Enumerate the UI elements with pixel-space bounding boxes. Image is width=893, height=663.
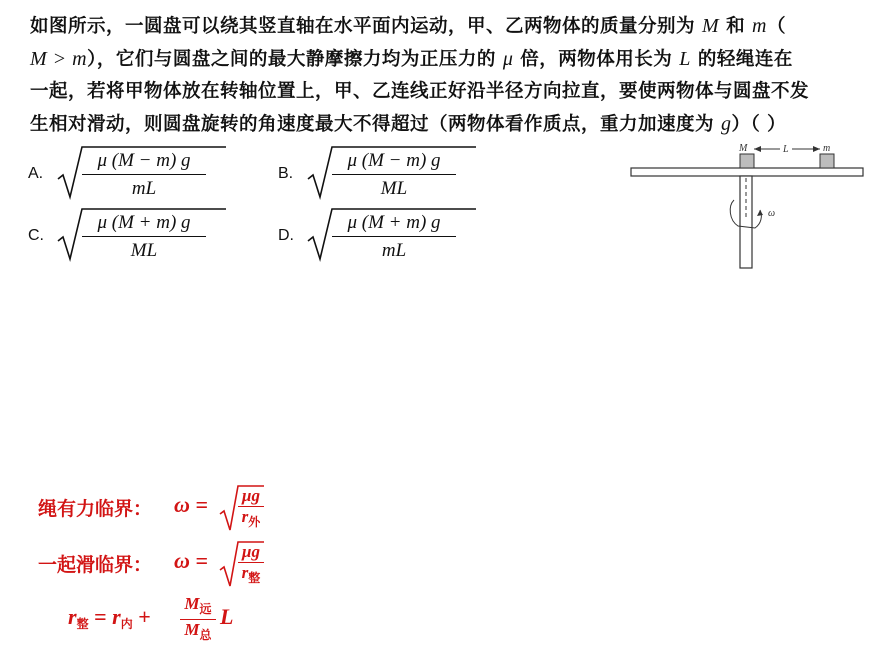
formula-length: L: [220, 604, 234, 629]
label-omega: ω: [768, 208, 776, 219]
numerator: μ (M + m) g: [347, 212, 441, 233]
question-line: [30, 43, 875, 76]
mass-ratio-fraction: [180, 594, 216, 645]
denominator: mL: [131, 178, 157, 199]
note-lhs: ω =: [174, 492, 208, 517]
question-text-segment: 倍，两物体用长为: [513, 49, 680, 70]
option-letter: A.: [28, 165, 44, 182]
note-label: 绳有力临界：: [38, 498, 153, 520]
note-fraction: [238, 542, 264, 588]
math-variable: L: [679, 48, 691, 70]
option-d[interactable]: [278, 207, 478, 265]
rope-critical-note: [38, 484, 298, 534]
math-variable: g: [720, 113, 732, 135]
denominator: ML: [130, 240, 158, 261]
question-line: [30, 108, 875, 141]
question-text-segment: （: [766, 16, 786, 37]
denominator: ML: [380, 178, 408, 199]
option-letter: B.: [278, 165, 294, 182]
math-variable: M: [701, 15, 720, 37]
option-fraction: [84, 209, 204, 264]
turntable-diagram: [628, 140, 868, 272]
math-variable: m: [752, 15, 767, 37]
numerator: μ (M + m) g: [97, 212, 191, 233]
numerator: μg: [242, 542, 260, 561]
note-label: 一起滑临界：: [38, 554, 153, 576]
question-text-segment: 一起，若将甲物体放在转轴位置上，甲、乙连线正好沿半径方向拉直，要使两物体与圆盘不发: [30, 81, 810, 102]
arrow-right-icon: [813, 146, 820, 152]
radius-formula-note: [68, 592, 268, 648]
note-fraction: [238, 486, 264, 532]
block-m: [820, 154, 834, 168]
option-fraction: [84, 147, 204, 202]
axle: [740, 176, 752, 268]
denominator: $r_外$: [241, 507, 261, 529]
numerator: μ (M − m) g: [347, 150, 441, 171]
formula-lhs: $r_整 = r_内$ +: [68, 604, 151, 631]
denominator: $r_整$: [241, 563, 261, 585]
option-letter: D.: [278, 227, 294, 244]
math-variable: M > m: [30, 48, 88, 70]
option-c[interactable]: [28, 207, 228, 265]
denominator: mL: [381, 240, 407, 261]
label-m: m: [823, 143, 831, 154]
option-letter: C.: [28, 227, 44, 244]
arrow-left-icon: [754, 146, 761, 152]
label-M: M: [739, 143, 748, 154]
numerator: μ (M − m) g: [97, 150, 191, 171]
option-a[interactable]: [28, 145, 228, 203]
question-line: [30, 76, 875, 108]
option-fraction: [334, 209, 454, 264]
disk-plate: [631, 168, 863, 176]
option-fraction: [334, 147, 454, 202]
numerator: $M_远$: [184, 594, 212, 616]
question-text-segment: ）（ ）: [731, 114, 787, 135]
question-text-segment: 如图所示，一圆盘可以绕其竖直轴在水平面内运动，甲、乙两物体的质量分别为: [30, 16, 702, 37]
question-text-segment: 和: [719, 16, 753, 37]
denominator: $M_总$: [184, 620, 212, 642]
question-text-segment: 的轻绳连在: [690, 49, 793, 70]
block-M: [740, 154, 754, 168]
question-text-segment: ），它们与圆盘之间的最大静摩擦力均为正压力的: [87, 49, 503, 70]
option-b[interactable]: [278, 145, 478, 203]
numerator: μg: [242, 486, 260, 505]
math-variable: μ: [502, 48, 514, 70]
note-lhs: ω =: [174, 548, 208, 573]
label-L: L: [783, 144, 789, 155]
question-line: [30, 10, 875, 43]
question-text-segment: 生相对滑动，则圆盘旋转的角速度最大不得超过（两物体看作质点，重力加速度为: [30, 114, 721, 135]
question-text: [30, 10, 875, 141]
slide-critical-note: [38, 540, 298, 590]
